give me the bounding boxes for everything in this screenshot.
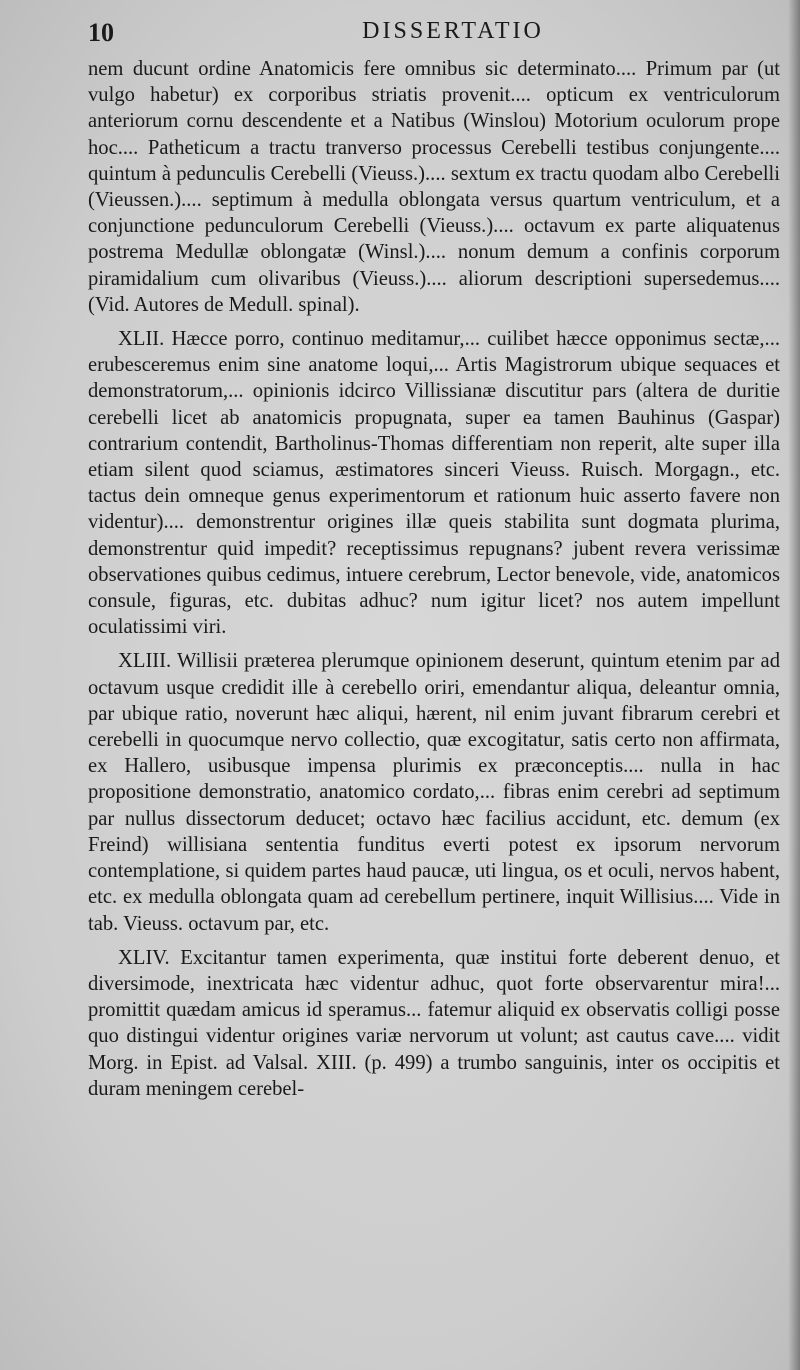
paragraph-continuation: nem ducunt ordine Anatomicis fere omnibus sic determinato.... Primum par (ut vulgo habetur) ex corporibus striatis provenit.... opticum ex ventriculorum anteriorum cornu descendente et a Natibus (Winslou) Motorium oculorum prope hoc.... Patheticum a tractu tranverso processus Cerebelli testibus conjungente.... quintum à pedunculis Cerebelli (Vieuss.).... sextum ex tractu quodam albo Cerebelli (Vieussen.).... septimum à medulla oblongata versus quartum ventriculum, et a conjunctione pedunculorum Cerebelli (Vieuss.).... octavum ex parte aliquatenus postrema Medullæ oblongatæ (Winsl.).... nonum demum a confinis corporum piramidalium cum olivaribus (Vieuss.).... aliorum descriptioni supersedemus.... (Vid. Autores de Medull. spinal). — [88, 58, 780, 316]
page-edge-shadow — [788, 0, 800, 1370]
paragraph-xliv: XLIV. Excitantur tamen experimenta, quæ institui forte deberent denuo, et diversimode, inextricata hæc videntur adhuc, quot forte observarentur mira!... promittit quædam amicus id speramus... fatemur aliquid ex observatis colligi posse quo distingui videntur origines variæ nervorum ut volunt; ast cautus cave.... vidit Morg. in Epist. ad Valsal. XIII. (p. 499) a trumbo sanguinis, inter os occipitis et duram meningem cerebel- — [88, 946, 780, 1100]
paragraph-xlii: XLII. Hæcce porro, continuo meditamur,... cuilibet hæcce opponimus sectæ,... erubesceremus enim sine anatome loqui,... Artis Magistrorum ubique sequaces et demonstratorum,... opinionis idcirco Villissianæ discutitur pars (altera de duritie cerebelli licet ab anatomicis propugnata, super ea tamen Bauhinus (Gaspar) contrarium contendit, Bartholinus-Thomas differentiam non reperit, alte super illa etiam silent quod sciamus, æstimatores sinceri Vieuss. Ruisch. Morgagn., etc. tactus dein omneque genus experimentorum et rationum huic asserto favere non videntur).... demonstrentur origines illæ queis stabilita sunt dogmata plurima, demonstrentur quid impedit? receptissimus repugnans? jubent revera verissimæ observationes quibus cedimus, intuere cerebrum, Lector benevole, vide, anatomicos consule, figuras, etc. dubitas adhuc? num igitur licet? nos autem impellunt oculatissimi viri. — [88, 328, 780, 639]
running-head: DISSERTATIO — [362, 18, 544, 44]
body-text — [88, 56, 780, 1102]
page-number: 10 — [88, 18, 114, 47]
page-header — [88, 18, 778, 52]
paragraph-xliii: XLIII. Willisii præterea plerumque opinionem deserunt, quintum etenim par ad octavum usque credidit ille à cerebello oriri, emendantur aliqua, deleantur omnia, par ubique ratio, noverunt hæc aliqui, hærent, nil enim juvant fibrarum cerebri et cerebelli in quocumque nervo collectio, quæ excogitatur, satis certo non affirmata, ex Hallero, usibusque impensa plurimis ex præconceptis.... nulla in hac propositione demonstratio, anatomico cordato,... fibras enim cerebri ad septimum par nullus dissectorum deducet; octavo hæc facilius accidunt, etc. demum (ex Freind) willisiana sententia funditus everti potest ex ipsorum nervorum contemplatione, si quidem partes haud paucæ, uti lingua, os et oculi, nervos habent, etc. ex medulla oblongata quam ad cerebellum pertinere, inquit Willisius.... Vide in tab. Vieuss. octavum par, etc. — [88, 650, 780, 935]
